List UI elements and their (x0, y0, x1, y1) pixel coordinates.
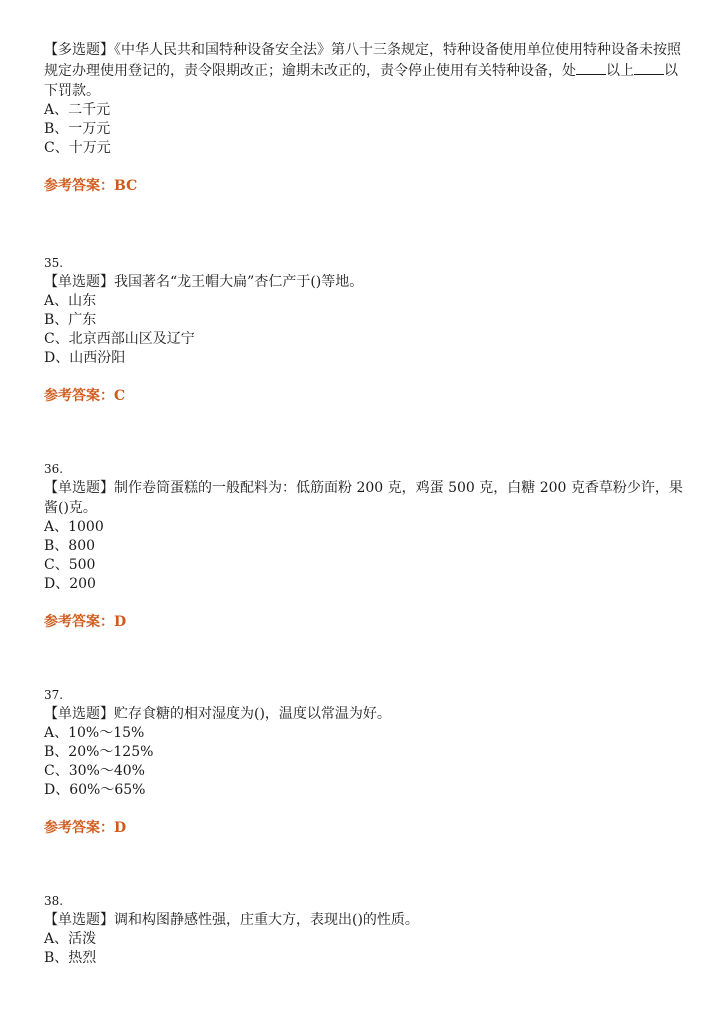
question-text: 【单选题】我国著名“龙王帽大扁”杏仁产于()等地。 (44, 274, 364, 290)
option-b: B、热烈 (44, 950, 97, 966)
fill-blank-2 (634, 60, 664, 75)
question-text: 【单选题】调和构图静感性强，庄重大方，表现出()的性质。 (44, 912, 419, 928)
question-34 (44, 40, 684, 196)
question-36 (44, 460, 684, 632)
question-number: 35. (44, 256, 64, 270)
option-c: C、北京西部山区及辽宁 (44, 331, 195, 347)
option-d: D、山西汾阳 (44, 350, 126, 366)
question-text-part1: 【多选题】《中华人民共和国特种设备安全法》第八十三条规定，特种设备使用单位使用特种设备未按照规定办理使用登记的，责令限期改正；逾期未改正的，责令停止使用有关特种设备，处 (44, 42, 681, 79)
fill-blank-1 (576, 60, 606, 75)
question-35 (44, 254, 684, 406)
option-a: A、二千元 (44, 102, 111, 118)
answer-key: 参考答案：D (44, 614, 127, 630)
answer-key: 参考答案：C (44, 388, 126, 404)
question-37 (44, 686, 684, 838)
option-b: B、广东 (44, 312, 97, 328)
option-c: C、30%～40% (44, 763, 145, 779)
question-text (44, 40, 684, 101)
option-a: A、山东 (44, 293, 97, 309)
question-text-part3: 以下罚款。 (44, 63, 678, 99)
option-d: D、60%～65% (44, 782, 146, 798)
option-c: C、十万元 (44, 140, 111, 156)
question-number: 38. (44, 894, 64, 908)
question-text: 【单选题】贮存食糖的相对湿度为()，温度以常温为好。 (44, 706, 391, 722)
question-text: 【单选题】制作卷筒蛋糕的一般配料为：低筋面粉 200 克，鸡蛋 500 克，白糖 200 克香草粉少许，果酱()克。 (44, 480, 683, 516)
question-text-part2: 以上 (606, 63, 634, 79)
answer-key: 参考答案：BC (44, 178, 138, 194)
option-a: A、活泼 (44, 931, 97, 947)
option-a: A、10%～15% (44, 725, 145, 741)
question-number: 36. (44, 462, 64, 476)
option-a: A、1000 (44, 519, 104, 535)
option-d: D、200 (44, 576, 96, 592)
question-number: 37. (44, 688, 64, 702)
option-b: B、20%～125% (44, 744, 154, 760)
option-c: C、500 (44, 557, 96, 573)
answer-key: 参考答案：D (44, 820, 127, 836)
question-38 (44, 892, 684, 968)
option-b: B、一万元 (44, 121, 111, 137)
option-b: B、800 (44, 538, 96, 554)
